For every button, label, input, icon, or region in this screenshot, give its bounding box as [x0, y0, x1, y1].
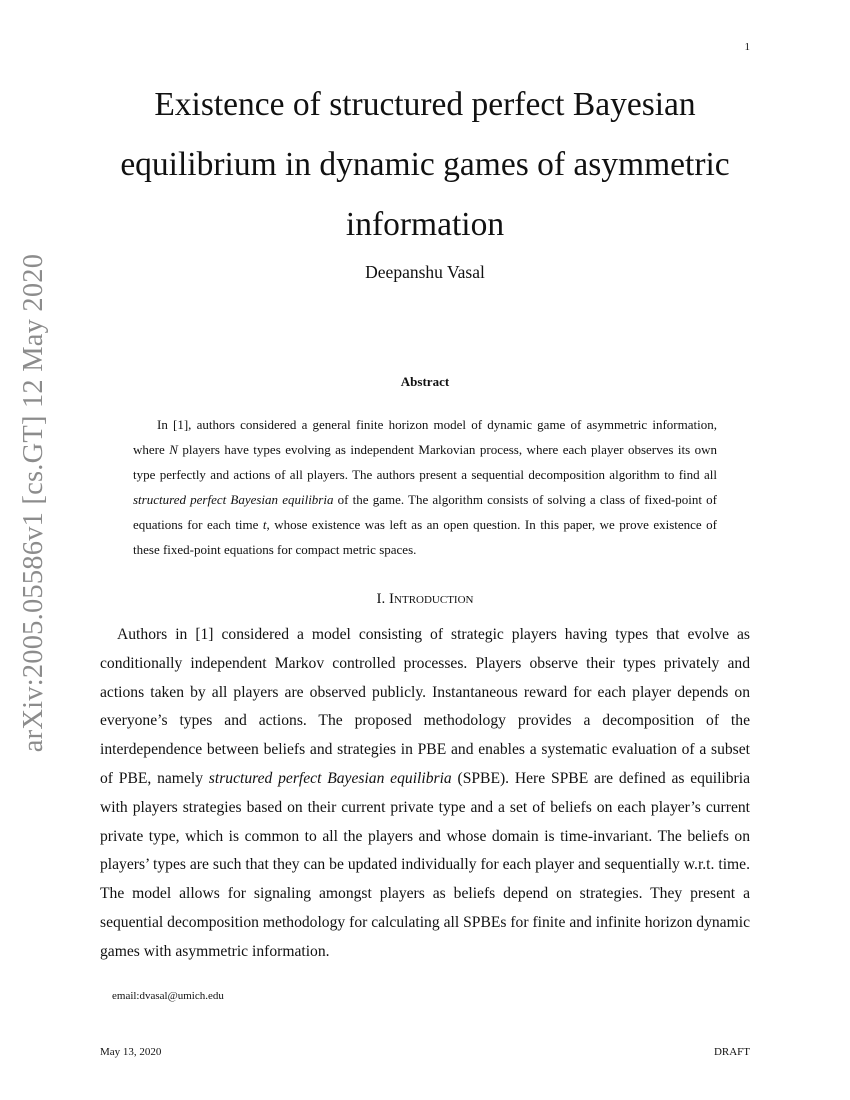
math-symbol: t	[262, 517, 267, 533]
body-text: Authors in [1] considered a model consisting of strategic players having types that evolve as conditionally independent Markov controlled processes. Players observe their types privately and actions taken by all players are observed publicly. Instantaneous reward for each player depends on everyone’s types and actions. The proposed methodology provides a decomposition of the interdependence between beliefs and strategies in PBE and enables a systematic evaluation of a subset of PBE, namely	[100, 626, 750, 787]
emphasis-term: structured perfect Bayesian equilibria	[133, 492, 334, 508]
footnote-email: email:dvasal@umich.edu	[112, 990, 224, 1002]
section-heading	[100, 591, 750, 608]
introduction-body	[100, 621, 750, 967]
section-title: Introduction	[389, 591, 474, 607]
abstract-text: , whose existence was left as an open question. In this paper, we prove existence of these fixed-point equations for compact metric spaces.	[133, 517, 718, 558]
section-number: I.	[376, 591, 386, 607]
abstract-text: In [1], authors considered a general finite horizon model of dynamic game of asymmetric information, where	[133, 417, 717, 458]
page-number: 1	[744, 41, 750, 53]
footer-date: May 13, 2020	[100, 1046, 162, 1058]
author-name: Deepanshu Vasal	[365, 262, 485, 282]
abstract-heading: Abstract	[400, 374, 450, 389]
abstract-text: players have types evolving as independent Markovian process, where each player observes its own type perfectly and actions of all players. The authors present a sequential decomposition algorithm to find all	[133, 442, 717, 483]
abstract-body	[133, 412, 717, 563]
abstract-text: of the game. The algorithm consists of solving a class of fixed-point of equations for each time	[133, 492, 717, 533]
math-symbol: N	[169, 442, 178, 458]
arxiv-stamp: arXiv:2005.05586v1 [cs.GT] 12 May 2020	[18, 253, 49, 753]
footer-draft-label: DRAFT	[713, 1046, 750, 1058]
body-text: (SPBE). Here SPBE are defined as equilibria with players strategies based on their current private type and a set of beliefs on each player’s current private type, which is common to all the players and whose domain is time-invariant. The beliefs on players’ types are such that they can be updated individually for each player and sequentially w.r.t. time. The model allows for signaling amongst players as beliefs depend on strategies. They present a sequential decomposition methodology for calculating all SPBEs for finite and infinite horizon dynamic games with asymmetric information.	[100, 769, 750, 960]
emphasis-term: structured perfect Bayesian equilibria	[208, 769, 452, 787]
paper-title: Existence of structured perfect Bayesian equilibrium in dynamic games of asymmetric information	[120, 86, 730, 243]
